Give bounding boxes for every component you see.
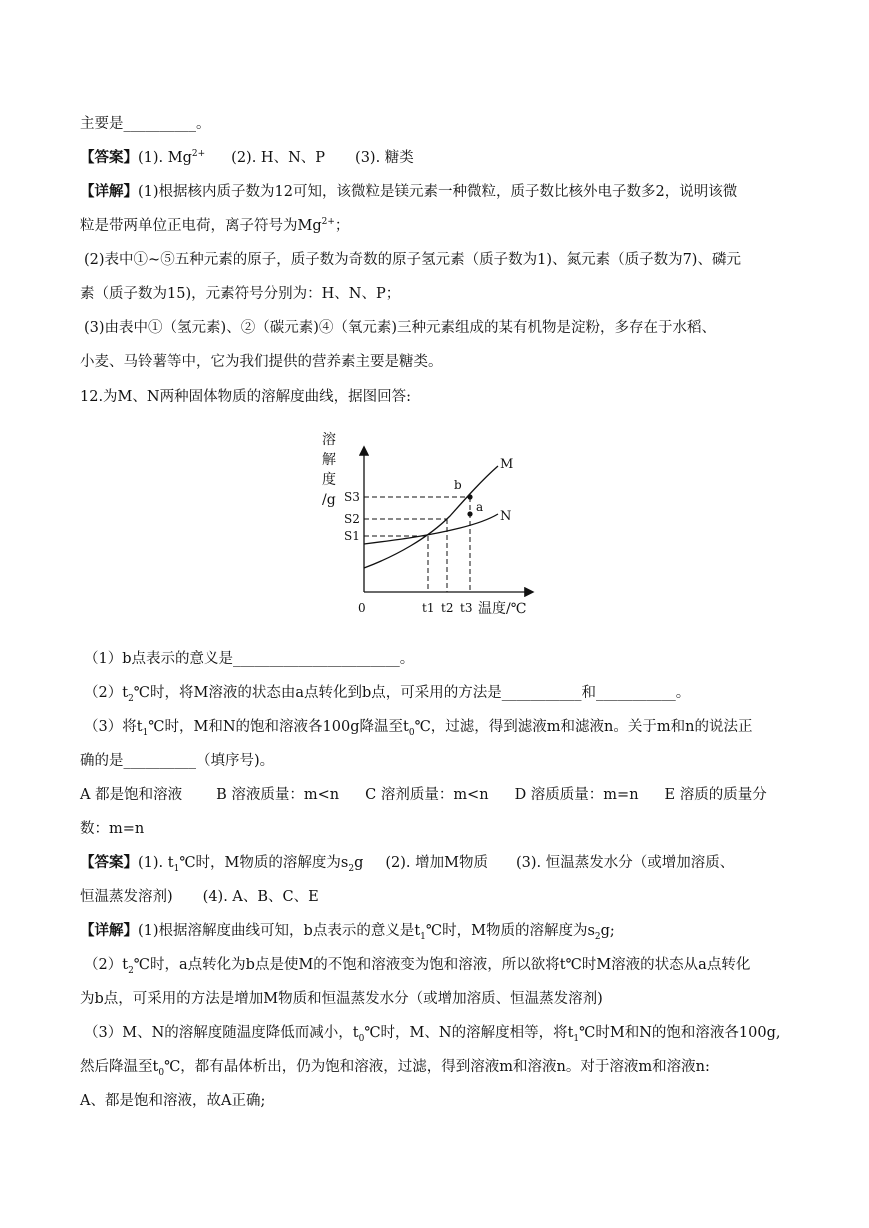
detail-block-2-line-5: 然后降温至$t_0℃$，都有晶体析出，仍为饱和溶液，过滤，得到溶液m和溶液n。对于溶液m和溶液n: <box>80 1059 710 1078</box>
answer-block-2-line-2: 恒温蒸发溶剂) (4). A、B、C、E <box>80 889 319 905</box>
option-b: B 溶液质量：m<n <box>216 787 340 803</box>
y-tick-s3: S3 <box>344 490 360 504</box>
detail-block-1-line-5: (3)由表中①（氢元素)、②（碳元素)④（氧元素)三种元素组成的某有机物是淀粉，多存在于水稻、 <box>84 320 717 336</box>
x-axis-label: 温度/℃ <box>478 601 527 617</box>
detail-block-2-line-6: A、都是饱和溶液，故A正确; <box>80 1093 266 1109</box>
detail-block-1-line-3: (2)表中①~⑤五种元素的原子，质子数为奇数的原子氢元素（质子数为1)、氮元素（质子数为7)、磷元 <box>84 252 741 268</box>
x-tick-t2: t2 <box>441 601 454 615</box>
detail-block-1-line-6: 小麦、马铃薯等中，它为我们提供的营养素主要是糖类。 <box>80 354 443 370</box>
y-axis-label-chars <box>322 431 336 508</box>
x-tick-t1: t1 <box>422 601 435 615</box>
options-line <box>80 785 767 805</box>
point-b-label: b <box>454 478 462 492</box>
question-12-title: 12.为M、N两种固体物质的溶解度曲线，据图回答: <box>80 389 411 405</box>
detail-block-2-line-1: 【详解】(1)根据溶解度曲线可知，b点表示的意义是$t_1℃$时，M物质的溶解度为$s_2g$; <box>80 922 615 942</box>
detail-block-1-line-4: 素（质子数为15)，元素符号分别为：H、N、P； <box>80 286 401 302</box>
detail-block-1-line-2: 粒是带两单位正电荷，离子符号为$Mg^{2+}$； <box>80 217 350 234</box>
y-axis-label-char: 度 <box>322 472 336 488</box>
point-a-label: a <box>476 500 484 514</box>
origin-label: 0 <box>358 601 366 615</box>
y-axis-label-char: 溶 <box>322 432 336 448</box>
question-12-part-3-line-1: （3）将$t_1℃$时，M和N的饱和溶液各100g降温至$t_0℃$，过滤，得到滤液m和滤液n。关于m和n的说法正 <box>84 719 753 738</box>
detail-block-1-line-1: 【详解】(1)根据核内质子数为12可知，该微粒是镁元素一种微粒，质子数比核外电子数多2，说明该微 <box>80 183 738 200</box>
answer-block-1: 【答案】(1). $Mg^{2+}$ (2). H、N、P (3). 糖类 <box>80 149 414 166</box>
y-tick-s1: S1 <box>344 529 360 543</box>
curve-m <box>364 466 498 568</box>
point-b <box>467 494 472 499</box>
point-a <box>467 511 472 516</box>
option-a: A 都是饱和溶液 <box>80 787 183 803</box>
option-c: C 溶剂质量：m<n <box>365 787 489 803</box>
solubility-chart <box>300 426 540 622</box>
question-12-part-1: （1）b点表示的意义是_______________________。 <box>84 651 415 667</box>
detail-block-2-line-2: $(2)t_2℃$时，a点转化为b点是使M的不饱和溶液变为饱和溶液，所以欲将t℃时M溶液的状态从a点转化 <box>84 957 751 976</box>
question-12-part-3-line-2: 确的是__________（填序号)。 <box>80 753 275 769</box>
question-12-part-2: $(2)t_2℃$时，将M溶液的状态由a点转化到b点，可采用的方法是___________和___________。 <box>84 685 691 704</box>
y-axis-label-char: /g <box>322 492 336 508</box>
curve-m-label: M <box>500 457 514 472</box>
options-line-2: 数：m=n <box>80 821 145 837</box>
answer-blank-line: 主要是__________。 <box>80 116 211 132</box>
option-e: E 溶质的质量分 <box>664 787 767 803</box>
answer-block-2-line-1: 【答案】(1). $t_1℃$时，M物质的溶解度为$s_2g$ (2). 增加M物质 (3). 恒温蒸发水分（或增加溶质、 <box>80 854 735 874</box>
curve-n-label: N <box>500 509 512 524</box>
y-axis-label-char: 解 <box>322 452 336 468</box>
detail-block-2-line-3: 为b点，可采用的方法是增加M物质和恒温蒸发水分（或增加溶质、恒温蒸发溶剂) <box>80 991 603 1007</box>
detail-block-2-line-4: （3）M、N的溶解度随温度降低而减小，$t_0℃$时，M、N的溶解度相等，将$t_1℃$时M和N的饱和溶液各100g, <box>84 1025 781 1044</box>
x-tick-t3: t3 <box>460 601 473 615</box>
option-d: D 溶质质量：m=n <box>514 787 639 803</box>
y-tick-s2: S2 <box>344 512 360 526</box>
